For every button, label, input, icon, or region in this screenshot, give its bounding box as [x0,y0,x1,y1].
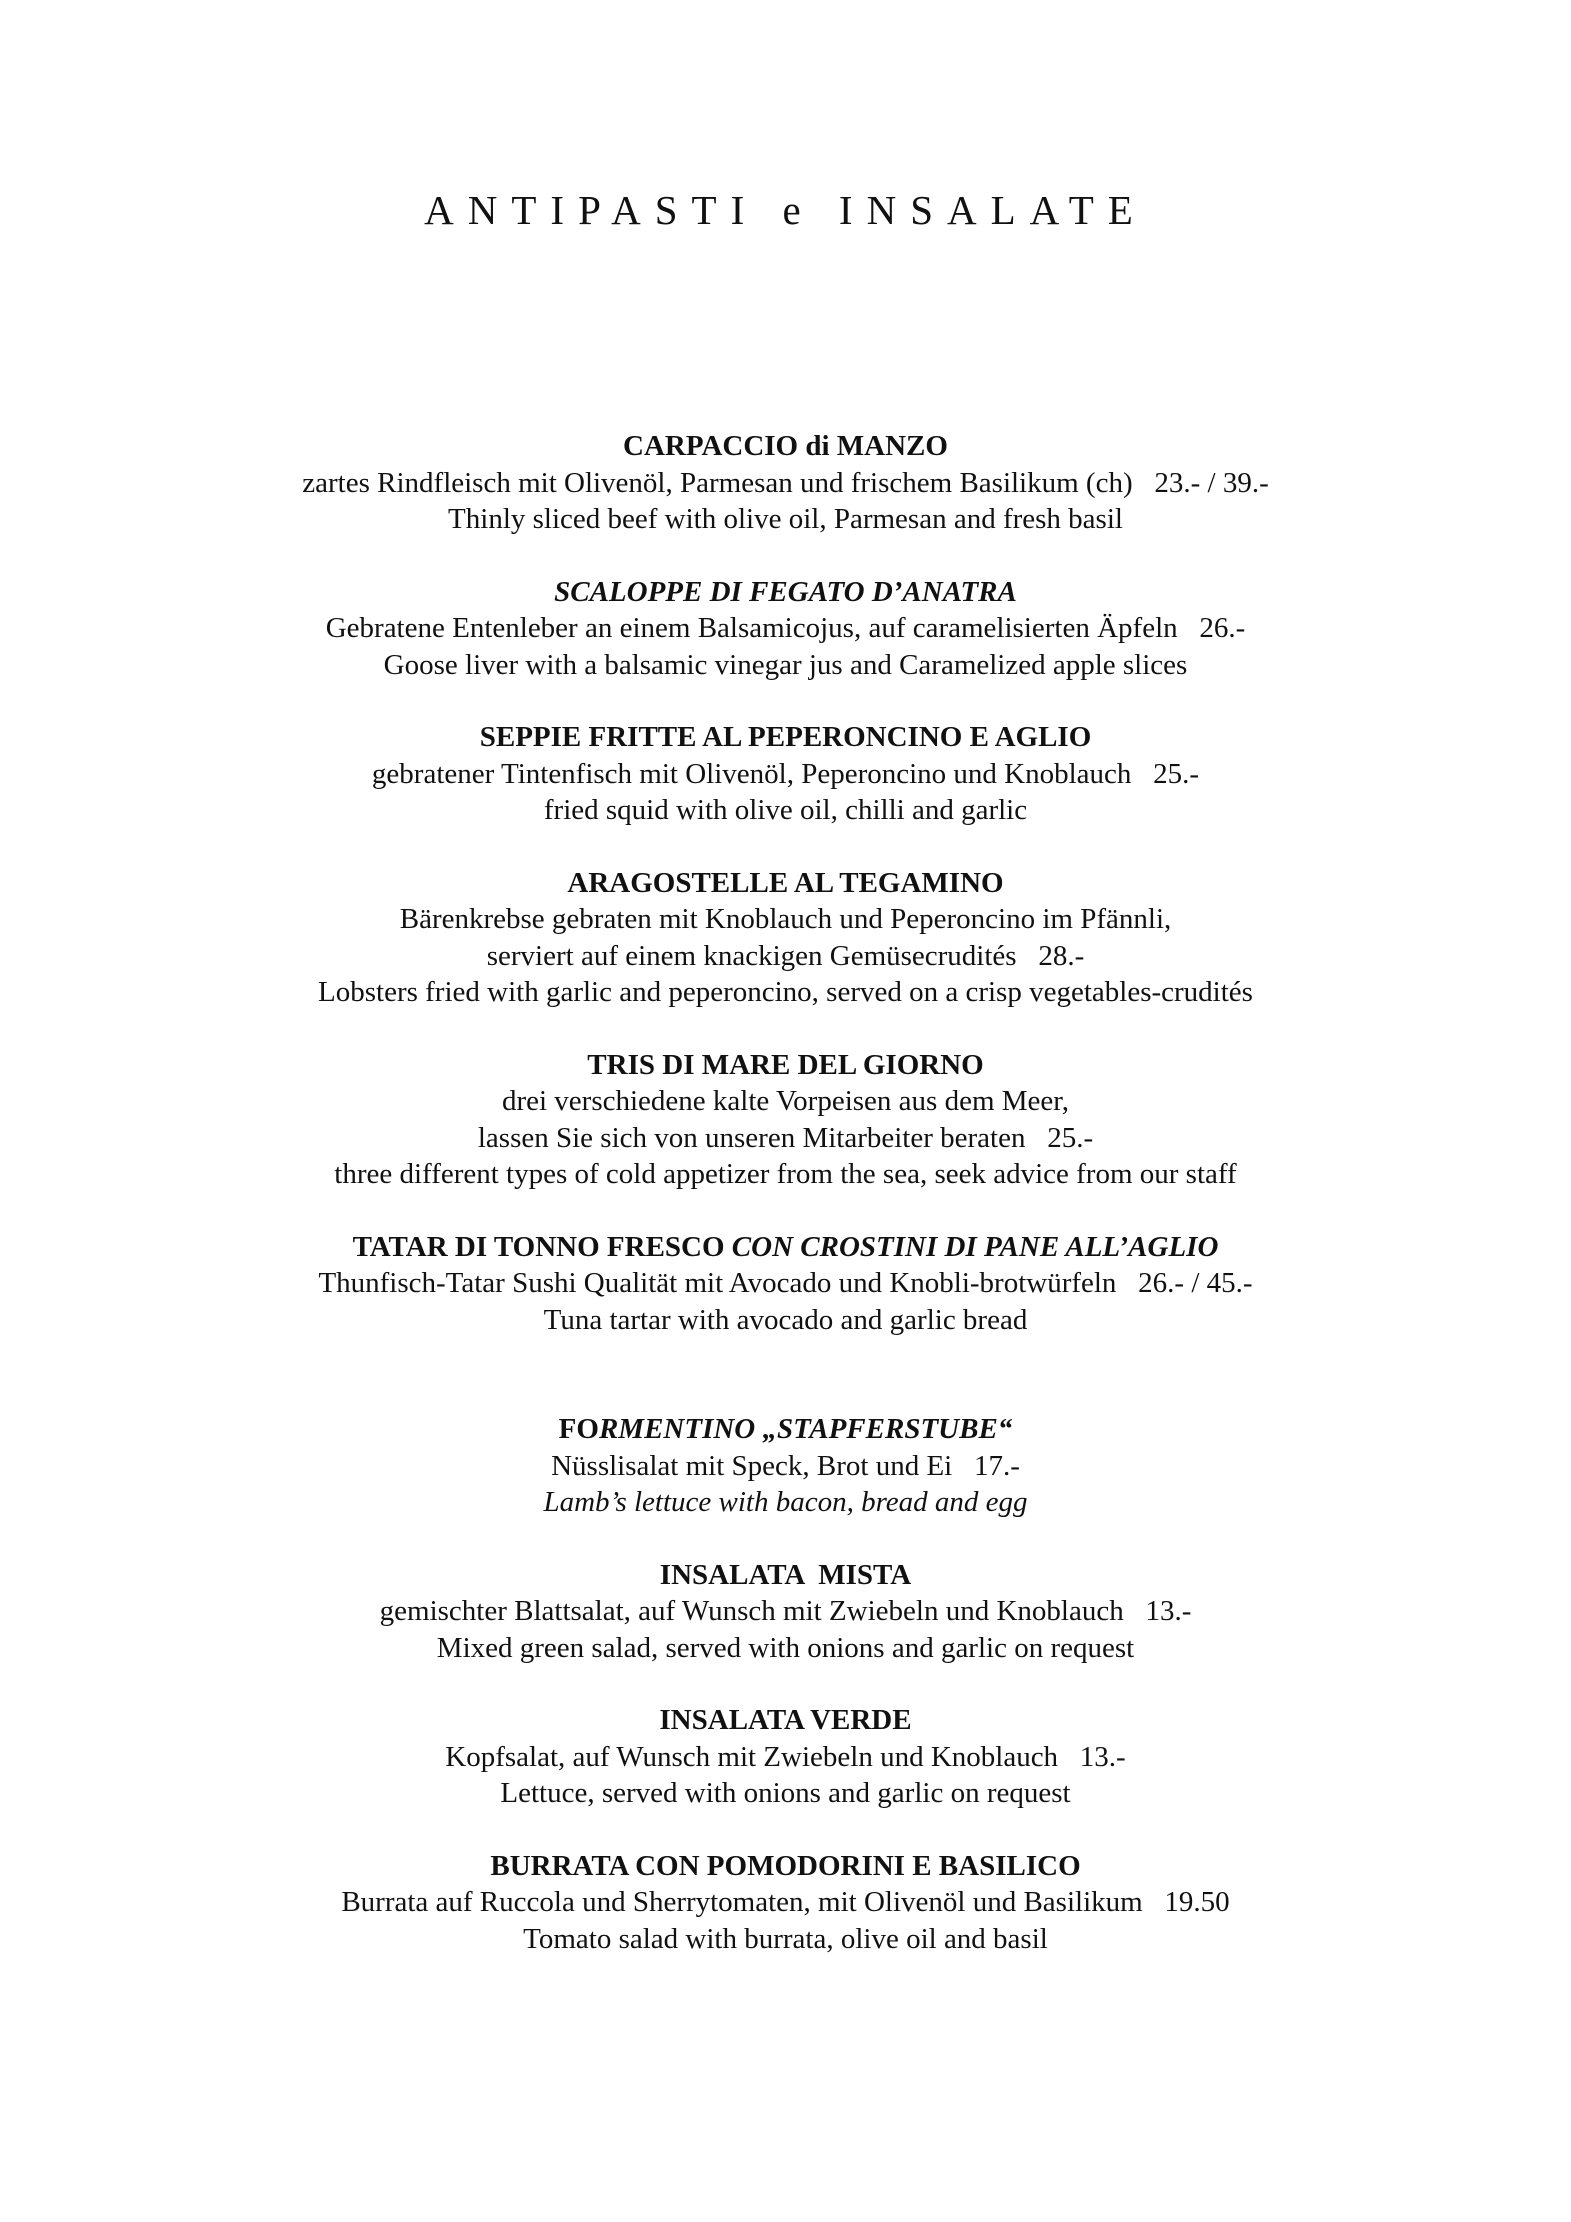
dish-name-part: BURRATA CON POMODORINI E BASILICO [490,1849,1081,1882]
dish-description: Nüsslisalat mit Speck, Brot und Ei 17.- [551,1449,1020,1482]
dish-name-part: INSALATA VERDE [659,1704,912,1736]
menu-item [0,428,1571,538]
dish-name-part: TRIS DI MARE DEL GIORNO [587,1048,984,1081]
menu-item [0,574,1571,684]
dish-description-translation: Lamb’s lettuce with bacon, bread and egg [543,1486,1028,1518]
dish-description: Thunfisch-Tatar Sushi Qualität mit Avocado und Knobli-brotwürfeln 26.- / 45.- [318,1267,1253,1299]
dish-name-part: INSALATA MISTA [659,1558,912,1591]
dish-name-part: ARAGOSTELLE AL TEGAMINO [567,866,1004,899]
dish-description-translation: Goose liver with a balsamic vinegar jus and Caramelized apple slices [383,648,1188,681]
dish-name [0,428,1571,465]
dish-name-part: CARPACCIO di MANZO [623,430,948,462]
dish-name-part: SCALOPPE DI FEGATO D’ANATRA [554,575,1017,608]
dish-name [0,1557,1571,1594]
dish-description: lassen Sie sich von unseren Mitarbeiter beraten 25.- [477,1121,1094,1154]
dish-name-part: CON CROSTINI DI PANE ALL’AGLIO [731,1230,1219,1263]
dish-description-translation: Tomato salad with burrata, olive oil and basil [523,1922,1048,1955]
dish-name [0,865,1571,902]
dish-name-part: SEPPIE FRITTE AL PEPERONCINO E AGLIO [479,721,1092,753]
dish-description-translation: Tuna tartar with avocado and garlic bread [543,1303,1028,1336]
dish-description-translation: Thinly sliced beef with olive oil, Parmesan and fresh basil [448,503,1123,535]
dish-description: zartes Rindfleisch mit Olivenöl, Parmesan und frischem Basilikum (ch) 23.- / 39.- [302,466,1269,499]
dish-description: Bärenkrebse gebraten mit Knoblauch und Peperoncino im Pfännli, [399,903,1172,935]
dish-name [0,1229,1571,1266]
menu-item [0,1229,1571,1339]
menu-item [0,1848,1571,1958]
dish-description-translation: Mixed green salad, served with onions and garlic on request [436,1631,1135,1664]
dish-name [0,1411,1571,1448]
dish-description: gebratener Tintenfisch mit Olivenöl, Peperoncino und Knoblauch 25.- [371,757,1200,790]
menu-item [0,1047,1571,1193]
dish-description: serviert auf einem knackigen Gemüsecrudités 28.- [486,939,1085,972]
dish-name-part: FO [558,1413,599,1445]
dish-name [0,1848,1571,1885]
dish-name [0,574,1571,611]
dish-description: Gebratene Entenleber an einem Balsamicojus, auf caramelisierten Äpfeln 26.- [325,612,1246,644]
menu-item [0,1557,1571,1667]
menu-list [0,428,1571,1957]
dish-name [0,1702,1571,1739]
dish-description-translation: Lobsters fried with garlic and peperoncino, served on a crisp vegetables-crudités [318,976,1253,1008]
menu-item [0,1702,1571,1812]
dish-description-translation: fried squid with olive oil, chilli and garlic [543,794,1028,826]
menu-item [0,865,1571,1011]
menu-item [0,719,1571,829]
dish-description: drei verschiedene kalte Vorpeisen aus dem Meer, [501,1085,1070,1117]
dish-name-part: TATAR DI TONNO FRESCO [352,1230,732,1263]
dish-name-part: RMENTINO „STAPFERSTUBE“ [598,1413,1013,1445]
dish-description-translation: Lettuce, served with onions and garlic on request [500,1777,1071,1809]
menu-item [0,1411,1571,1521]
page-title: ANTIPASTI e INSALATE [424,187,1147,233]
dish-description-translation: three different types of cold appetizer from the sea, seek advice from our staff [334,1158,1237,1190]
dish-description: Kopfsalat, auf Wunsch mit Zwiebeln und Knoblauch 13.- [445,1740,1126,1773]
dish-name [0,1047,1571,1084]
dish-name [0,719,1571,756]
dish-description: gemischter Blattsalat, auf Wunsch mit Zwiebeln und Knoblauch 13.- [379,1595,1192,1627]
dish-description: Burrata auf Ruccola und Sherrytomaten, mit Olivenöl und Basilikum 19.50 [341,1886,1230,1918]
